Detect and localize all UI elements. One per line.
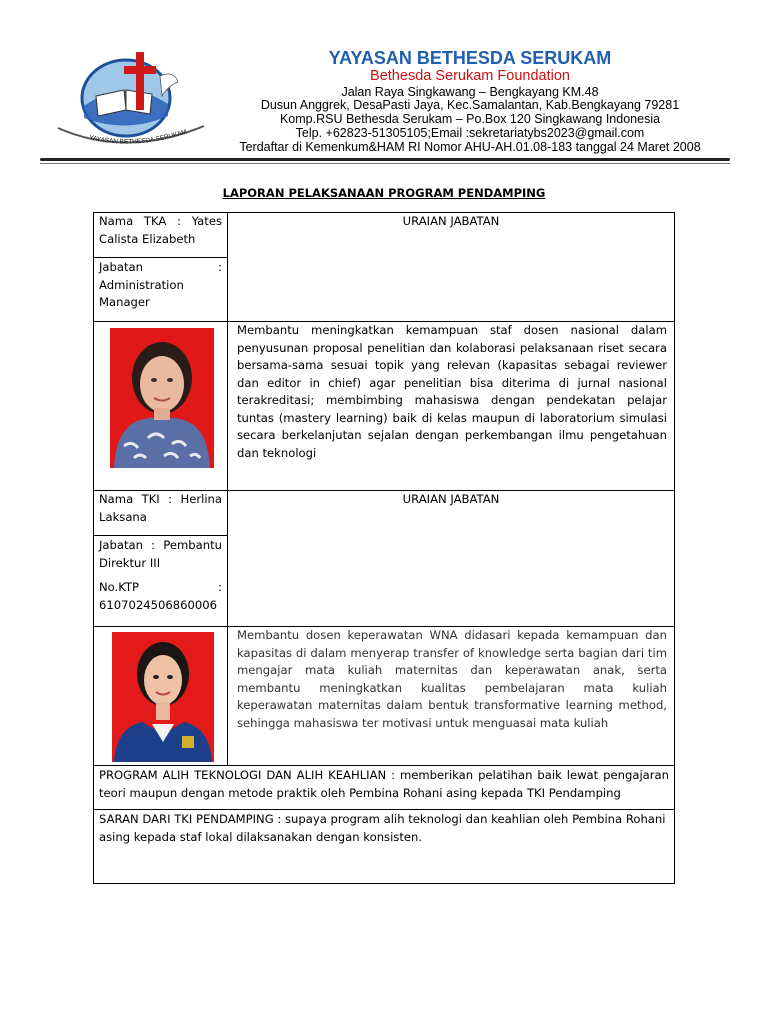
tka-jabatan-line: Administration <box>99 277 184 292</box>
tka-description: Membantu meningkatkan kemampuan staf dosen nasional dalam penyusunan proposal penelitian dan kolaborasi pelaksanaan riset secara bersama-sama sesuai topik yang relevan (kapasitas sebagai reviewer dan editor in chief) agar penelitian bisa diterima di jurnal nasional terakreditasi; membimbing mahasiswa dengan pendekatan pelajar tuntas (mastery learning) baik di kelas maupun di laboratorium simulasi secara berkelanjutan sejalan dengan perkembangan ilmu pengetahuan dan teknologi <box>237 323 667 460</box>
header-rule-thin <box>40 163 730 164</box>
saran-text: SARAN DARI TKI PENDAMPING : supaya program alih teknologi dan keahlian oleh Pembina Rohani asing kepada staf lokal dilaksanakan dengan konsisten. <box>99 812 666 844</box>
tki-name-line: Nama TKI : Herlina <box>99 492 222 506</box>
address-line: Dusun Anggrek, DesaPasti Jaya, Kec.Samalantan, Kab.Bengkayang 79281 <box>260 98 680 112</box>
program-cell <box>93 765 675 810</box>
tki-uraian-header-cell <box>227 490 675 627</box>
tki-photo-cell <box>93 626 228 766</box>
foundation-logo <box>56 46 206 158</box>
tki-ktp-label: No.KTP : <box>99 580 222 594</box>
tki-description-cell <box>227 626 675 766</box>
tki-photo <box>112 632 214 762</box>
tka-name-cell <box>93 212 228 258</box>
registration-line: Terdaftar di Kemenkum&HAM RI Nomor AHU-AH.01.08-183 tanggal 24 Maret 2008 <box>239 140 701 154</box>
org-name: YAYASAN BETHESDA SERUKAM <box>328 48 612 68</box>
tka-jabatan-cell <box>93 257 228 322</box>
contact-line: Telp. +62823-51305105;Email :sekretariatybs2023@gmail.com <box>295 126 645 140</box>
document-title: LAPORAN PELAKSANAAN PROGRAM PENDAMPING <box>222 186 546 200</box>
org-subname: Bethesda Serukam Foundation <box>370 68 570 84</box>
tka-uraian-header-cell <box>227 212 675 322</box>
address-line: Jalan Raya Singkawang – Bengkayang KM.48 <box>341 85 599 99</box>
tki-description: Membantu dosen keperawatan WNA didasari kepada kemampuan dan kapasitas di dalam menyerap transfer of knowledge serta bagian dari tim mengajar mata kuliah maternitas dan keperawatan anak, serta membantu meningkatkan kualitas pembelajaran mata kuliah keperawatan maternitas dalam bentuk transformative learning method, sehingga mahasiswa ter motivasi untuk menguasai mata kuliah <box>237 628 667 730</box>
tka-photo <box>110 328 214 468</box>
tka-photo-cell <box>93 321 228 491</box>
tka-name-line: Calista Elizabeth <box>99 231 196 246</box>
tka-jabatan-line: Jabatan : <box>99 260 222 274</box>
tki-jabatan-line: Jabatan : Pembantu <box>99 538 222 552</box>
tki-jabatan-cell <box>93 535 228 627</box>
uraian-heading: URAIAN JABATAN <box>402 214 500 228</box>
tka-description-cell <box>227 321 675 491</box>
tka-name-line: Nama TKA : Yates <box>99 214 222 228</box>
tki-jabatan-line: Direktur III <box>99 555 161 570</box>
program-text: PROGRAM ALIH TEKNOLOGI DAN ALIH KEAHLIAN : memberikan pelatihan baik lewat pengajaran teori maupun dengan metode praktik oleh Pembina Rohani asing kepada TKI Pendamping <box>99 768 669 800</box>
logo-text: YAYASAN BETHESDA SERUKAM <box>88 128 188 146</box>
tka-jabatan-line: Manager <box>99 295 150 309</box>
tki-name-line: Laksana <box>99 509 147 524</box>
uraian-heading: URAIAN JABATAN <box>402 492 500 506</box>
saran-cell <box>93 809 675 884</box>
address-line: Komp.RSU Bethesda Serukam – Po.Box 120 Singkawang Indonesia <box>279 112 661 126</box>
tki-name-cell <box>93 490 228 536</box>
tki-ktp-value: 6107024506860006 <box>99 597 218 612</box>
header-rule <box>40 158 730 161</box>
